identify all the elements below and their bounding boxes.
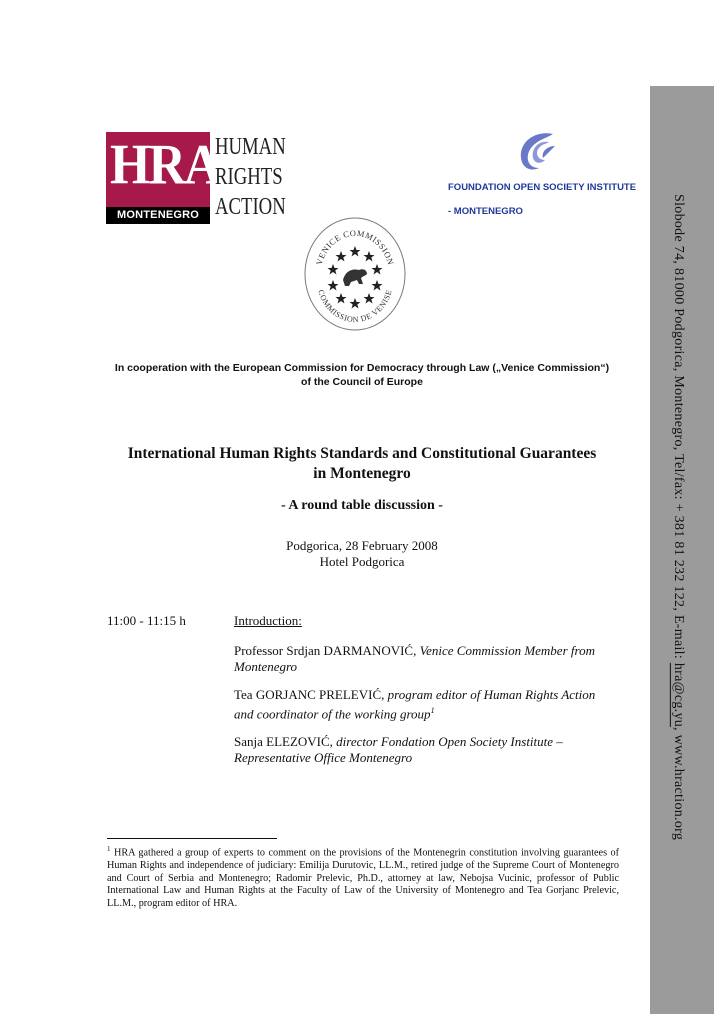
hra-logo-letters bbox=[110, 133, 220, 197]
footnote-reference[interactable]: 1 bbox=[430, 706, 435, 715]
speaker-entry bbox=[234, 643, 614, 675]
footnote bbox=[107, 843, 619, 910]
cooperation-line2: of the Council of Europe bbox=[301, 376, 423, 388]
footnote-marker: 1 bbox=[107, 845, 111, 853]
agenda-time: 11:00 - 11:15 h bbox=[107, 613, 186, 628]
contact-sidebar bbox=[650, 86, 714, 1014]
hra-word-action: ACTION bbox=[215, 194, 286, 220]
seal-top-text: VENICE COMMISSION bbox=[314, 227, 396, 267]
agenda-heading: Introduction: bbox=[234, 613, 302, 628]
title-line1: International Human Rights Standards and Constitutional Guarantees bbox=[127, 445, 597, 462]
speaker-role: program editor of Human Rights Action and coordinator of the working group bbox=[234, 687, 596, 722]
hra-logo bbox=[106, 130, 286, 225]
hra-letter-r: R bbox=[148, 133, 185, 197]
footnote-separator bbox=[107, 838, 277, 839]
hra-logo-block bbox=[106, 132, 220, 222]
speaker-entry bbox=[234, 687, 614, 722]
hra-logo-montenegro: MONTENEGRO bbox=[106, 207, 210, 224]
hra-word-rights: RIGHTS bbox=[215, 164, 283, 190]
speaker-name: Sanja ELEZOVIĆ, bbox=[234, 734, 337, 750]
title-line2: in Montenegro bbox=[313, 465, 411, 482]
hra-letter-a: A bbox=[184, 133, 220, 197]
fosi-logo-text bbox=[448, 182, 636, 217]
speaker-name: Professor Srdjan DARMANOVIĆ, bbox=[234, 643, 420, 658]
event-details bbox=[80, 538, 644, 570]
agenda-block bbox=[234, 613, 614, 778]
fosi-line2: - MONTENEGRO bbox=[448, 206, 523, 217]
speaker-role: director Fondation Open Society Institute – Representative Office Montenegro bbox=[234, 734, 563, 766]
contact-website: , www.hraction.org bbox=[671, 727, 686, 841]
hra-word-human: HUMAN bbox=[215, 134, 286, 160]
hra-letter-h: H bbox=[110, 133, 149, 197]
cooperation-line1: In cooperation with the European Commission for Democracy through Law („Venice Commission“) bbox=[114, 362, 610, 374]
document-title bbox=[80, 444, 644, 484]
cooperation-note bbox=[80, 361, 644, 389]
contact-info bbox=[670, 194, 686, 840]
contact-email-link[interactable]: hra@cg.yu bbox=[671, 662, 686, 728]
speaker-name: Tea GORJANC PRELEVIĆ, bbox=[234, 687, 388, 702]
speaker-role: Venice Commission Member from Montenegro bbox=[234, 643, 595, 674]
speaker-entry bbox=[234, 734, 614, 766]
fosi-line1: FOUNDATION OPEN SOCIETY INSTITUTE bbox=[448, 182, 637, 193]
contact-address: Slobode 74, 81000 Podgorica, Montenegro, Tel/fax: + 381 81 232 122, E-mail: bbox=[671, 194, 686, 663]
seal-bottom-text: COMMISSION DE VENISE bbox=[316, 288, 394, 325]
event-date: Podgorica, 28 February 2008 bbox=[286, 538, 438, 553]
venice-commission-seal bbox=[303, 214, 407, 332]
event-venue: Hotel Podgorica bbox=[319, 554, 405, 569]
hra-logo-words bbox=[215, 132, 286, 222]
fosi-logo-icon bbox=[513, 128, 563, 176]
document-subtitle: - A round table discussion - bbox=[281, 498, 443, 513]
footnote-text: HRA gathered a group of experts to comment on the provisions of the Montenegrin constitution involving guarantees of Human Rights and independence of judiciary: Emilija Durutovic, LL.M., retired judge of the Supreme Court of Montenegro and Court of Serbia and Montenegro; Radomir Prelevic, Ph.D., attorney at law, Nebojsa Vucinic, professor of Public International Law and Human Rights at the Faculty of Law of the University of Montenegro and Tea Gorjanc Prelevic, LL.M., program editor of HRA. bbox=[107, 847, 619, 909]
